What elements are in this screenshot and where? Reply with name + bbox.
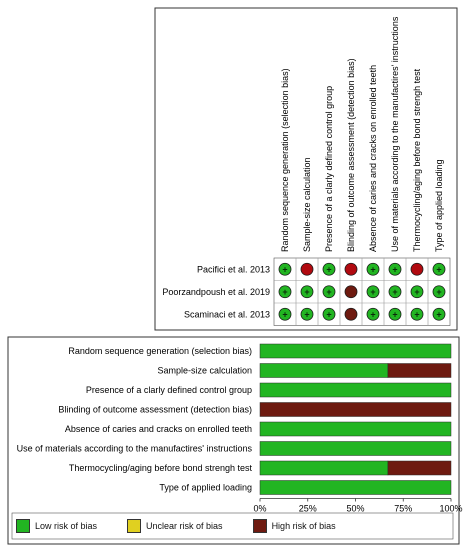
x-tick-label: 50% — [346, 503, 365, 514]
legend-swatch-low — [16, 519, 30, 533]
bar-segment-low — [260, 422, 451, 436]
criterion-header: Random sequence generation (selection bias) — [280, 68, 290, 252]
legend-item-low — [16, 519, 97, 533]
plus-symbol: + — [326, 309, 332, 320]
category-label: Presence of a clarly defined control group — [85, 385, 252, 395]
legend-item-high — [253, 519, 336, 533]
legend-swatch-unclear — [127, 519, 141, 533]
study-label: Pacifici et al. 2013 — [196, 264, 270, 275]
bar-segment-low — [260, 383, 451, 397]
plus-symbol: + — [282, 309, 288, 320]
plus-symbol: + — [392, 309, 398, 320]
criterion-header: Presence of a clarly defined control group — [324, 85, 334, 252]
judgement-high_dark-dot — [345, 308, 357, 320]
x-tick-label: 25% — [298, 503, 317, 514]
legend-label-low: Low risk of bias — [35, 521, 98, 531]
criterion-header: Sample-size calculation — [302, 157, 312, 252]
x-tick-label: 75% — [394, 503, 413, 514]
plus-symbol: + — [304, 286, 310, 297]
bar-segment-high — [260, 403, 451, 417]
category-label: Blinding of outcome assessment (detection bias) — [58, 404, 252, 415]
judgement-high-dot — [345, 263, 357, 275]
bar-segment-low — [260, 461, 388, 475]
bar-segment-low — [260, 344, 451, 358]
bar-chart — [12, 344, 463, 539]
criterion-header: Thermocycling/aging before bond strengh test — [412, 68, 422, 252]
bar-segment-low — [260, 481, 451, 495]
plus-symbol: + — [282, 264, 288, 275]
x-tick-label: 100% — [439, 503, 463, 514]
plus-symbol: + — [436, 264, 442, 275]
judgement-high_dark-dot — [345, 286, 357, 298]
bar-segment-low — [260, 442, 451, 456]
plus-symbol: + — [370, 286, 376, 297]
category-label: Sample-size calculation — [157, 365, 252, 376]
study-label: Poorzandpoush et al. 2019 — [162, 286, 270, 297]
plus-symbol: + — [414, 286, 420, 297]
plus-symbol: + — [304, 309, 310, 320]
legend-label-high: High risk of bias — [271, 521, 336, 531]
category-label: Absence of caries and cracks on enrolled teeth — [64, 424, 252, 434]
category-label: Random sequence generation (selection bias) — [68, 346, 252, 356]
category-label: Type of applied loading — [159, 482, 252, 493]
criterion-header: Absence of caries and cracks on enrolled teeth — [368, 64, 378, 252]
judgement-high-dot — [301, 263, 313, 275]
category-label: Thermocycling/aging before bond strengh test — [68, 463, 252, 473]
criterion-header: Type of applied loading — [434, 159, 444, 252]
plus-symbol: + — [370, 264, 376, 275]
plus-symbol: + — [436, 286, 442, 297]
plus-symbol: + — [282, 286, 288, 297]
bar-segment-low — [260, 364, 388, 378]
study-label: Scaminaci et al. 2013 — [183, 309, 270, 320]
plus-symbol: + — [414, 309, 420, 320]
criterion-header: Use of materials according to the manufactires' instructions — [390, 16, 400, 252]
plus-symbol: + — [392, 264, 398, 275]
plus-symbol: + — [326, 286, 332, 297]
bar-segment-high — [388, 364, 451, 378]
legend-swatch-high — [253, 519, 267, 533]
legend-item-unclear — [127, 519, 223, 533]
plus-symbol: + — [392, 286, 398, 297]
plus-symbol: + — [370, 309, 376, 320]
legend-label-unclear: Unclear risk of bias — [146, 521, 223, 531]
summary-table — [162, 16, 450, 325]
plus-symbol: + — [436, 309, 442, 320]
bar-segment-high — [388, 461, 451, 475]
judgement-high-dot — [411, 263, 423, 275]
criterion-header: Blinding of outcome assessment (detection bias) — [346, 58, 356, 252]
legend — [16, 516, 436, 536]
category-label: Use of materials according to the manufactires' instructions — [16, 443, 252, 454]
plus-symbol: + — [326, 264, 332, 275]
x-tick-label: 0% — [253, 503, 267, 514]
